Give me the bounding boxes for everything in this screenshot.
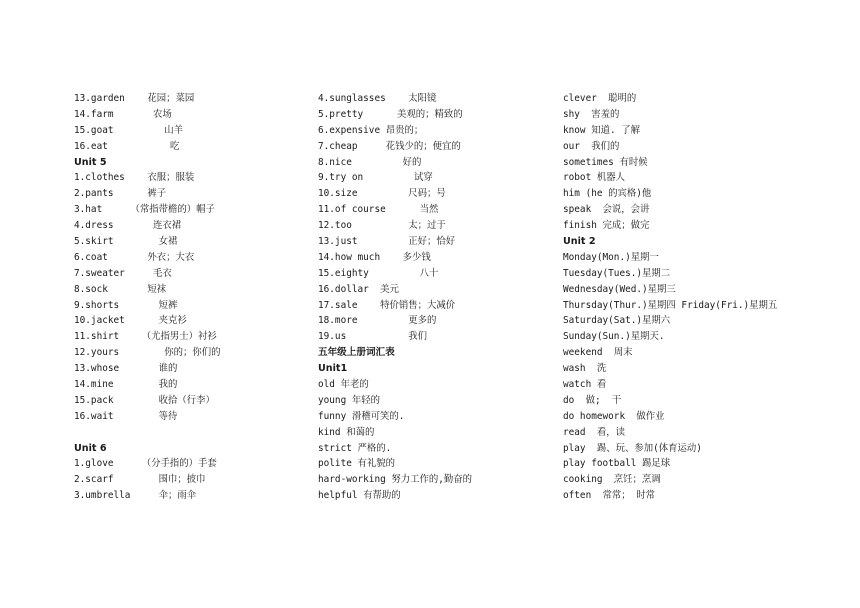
vocabulary-entry: 17.sale 特价销售；大减价 [318,299,456,311]
vocabulary-entry: 12.too 太；过于 [318,220,446,232]
vocabulary-entry: 1.glove （分手指的）手套 [74,458,217,470]
vocabulary-entry: 11.shirt （尤指男士）衬衫 [74,331,217,343]
vocabulary-entry: 9.shorts 短裤 [74,299,178,311]
section-heading: 五年级上册词汇表 [318,347,395,359]
vocabulary-entry: 5.pretty 美观的；精致的 [318,108,463,120]
vocabulary-entry: old 年老的 [318,379,369,391]
vocabulary-column-1 [74,91,314,504]
vocabulary-entry: hard-working 努力工作的,勤奋的 [318,474,473,486]
vocabulary-entry: Tuesday(Tues.)星期二 [563,267,671,279]
vocabulary-entry: 14.how much 多少钱 [318,251,431,263]
vocabulary-entry: play football 踢足球 [563,458,671,470]
vocabulary-entry: shy 害羞的 [563,108,620,120]
vocabulary-entry: often 常常； 时常 [563,490,656,502]
vocabulary-entry: speak 会说，会讲 [563,204,650,216]
vocabulary-entry: him (he 的宾格)他 [563,188,652,200]
vocabulary-entry: 15.eighty 八十 [318,267,439,279]
vocabulary-entry: 6.coat 外衣；大衣 [74,251,195,263]
vocabulary-entry: 14.mine 我的 [74,379,178,391]
vocabulary-entry: 10.jacket 夹克衫 [74,315,187,327]
vocabulary-entry: 7.cheap 花钱少的；便宜的 [318,140,461,152]
vocabulary-entry: 12.yours 你的；你们的 [74,347,221,359]
vocabulary-entry: 2.scarf 围巾；披巾 [74,474,206,486]
vocabulary-entry: polite 有礼貌的 [318,458,396,470]
vocabulary-entry: 11.of course 当然 [318,204,439,216]
vocabulary-entry: 6.expensive 昂贵的； [318,124,424,136]
vocabulary-entry: 10.size 尺码；号 [318,188,446,200]
vocabulary-entry: cooking 烹饪；烹调 [563,474,661,486]
vocabulary-entry: 3.umbrella 伞；雨伞 [74,490,197,502]
vocabulary-entry: kind 和蔼的 [318,426,375,438]
vocabulary-entry [74,425,314,441]
vocabulary-entry: 3.hat （常指带檐的）帽子 [74,204,215,216]
vocabulary-entry: Sunday(Sun.)星期天. [563,331,665,343]
vocabulary-entry: know 知道. 了解 [563,124,641,136]
vocabulary-entry: robot 机器人 [563,172,625,184]
vocabulary-entry: strict 严格的. [318,442,392,454]
vocabulary-entry: Wednesday(Wed.)星期三 [563,283,676,295]
vocabulary-entry: 16.wait 等待 [74,410,178,422]
vocabulary-entry: 16.dollar 美元 [318,283,399,295]
vocabulary-entry: 5.skirt 女裙 [74,236,178,248]
vocabulary-entry: 13.whose 谁的 [74,363,178,375]
vocabulary-entry: 15.goat 山羊 [74,124,184,136]
vocabulary-entry: clever 聪明的 [563,93,637,104]
vocabulary-entry: helpful 有帮助的 [318,490,401,502]
vocabulary-entry: 13.garden 花园；菜园 [74,93,195,104]
vocabulary-column-2 [318,91,558,504]
vocabulary-entry: 15.pack 收拾（行李） [74,394,215,406]
vocabulary-entry: 18.more 更多的 [318,315,437,327]
section-heading: Unit 6 [74,442,107,454]
vocabulary-entry: finish 完成；做完 [563,220,650,232]
vocabulary-entry: 9.try on 试穿 [318,172,433,184]
vocabulary-entry: weekend 周末 [563,347,633,359]
vocabulary-entry: 7.sweater 毛衣 [74,267,172,279]
vocabulary-entry: our 我们的 [563,140,620,152]
vocabulary-entry: funny 滑稽可笑的. [318,410,405,422]
vocabulary-entry: do homework 做作业 [563,410,665,422]
vocabulary-entry: 4.dress 连衣裙 [74,220,182,232]
vocabulary-entry: wash 洗 [563,363,607,375]
section-heading: Unit1 [318,363,348,375]
section-heading: Unit 2 [563,236,596,248]
vocabulary-column-3 [563,91,823,504]
vocabulary-entry: sometimes 有时候 [563,156,648,168]
vocabulary-entry: 13.just 正好；恰好 [318,236,456,248]
vocabulary-entry: watch 看 [563,379,607,391]
vocabulary-entry: read 看，读 [563,426,625,438]
vocabulary-entry: 19.us 我们 [318,331,428,343]
vocabulary-entry: 16.eat 吃 [74,140,180,152]
vocabulary-entry: 2.pants 裤子 [74,188,167,200]
vocabulary-entry: 8.sock 短袜 [74,283,167,295]
vocabulary-entry: Monday(Mon.)星期一 [563,251,659,263]
vocabulary-entry: 4.sunglasses 太阳镜 [318,93,437,104]
vocabulary-entry: do 做; 干 [563,394,622,406]
section-heading: Unit 5 [74,156,107,168]
vocabulary-entry: play 踢、玩、参加(体育运动) [563,442,702,454]
vocabulary-entry: Thursday(Thur.)星期四 Friday(Fri.)星期五 [563,299,778,311]
vocabulary-entry: 1.clothes 衣服；服装 [74,172,195,184]
vocabulary-entry: young 年轻的 [318,394,380,406]
vocabulary-entry: 8.nice 好的 [318,156,422,168]
vocabulary-entry: 14.farm 农场 [74,108,172,120]
vocabulary-entry: Saturday(Sat.)星期六 [563,315,671,327]
